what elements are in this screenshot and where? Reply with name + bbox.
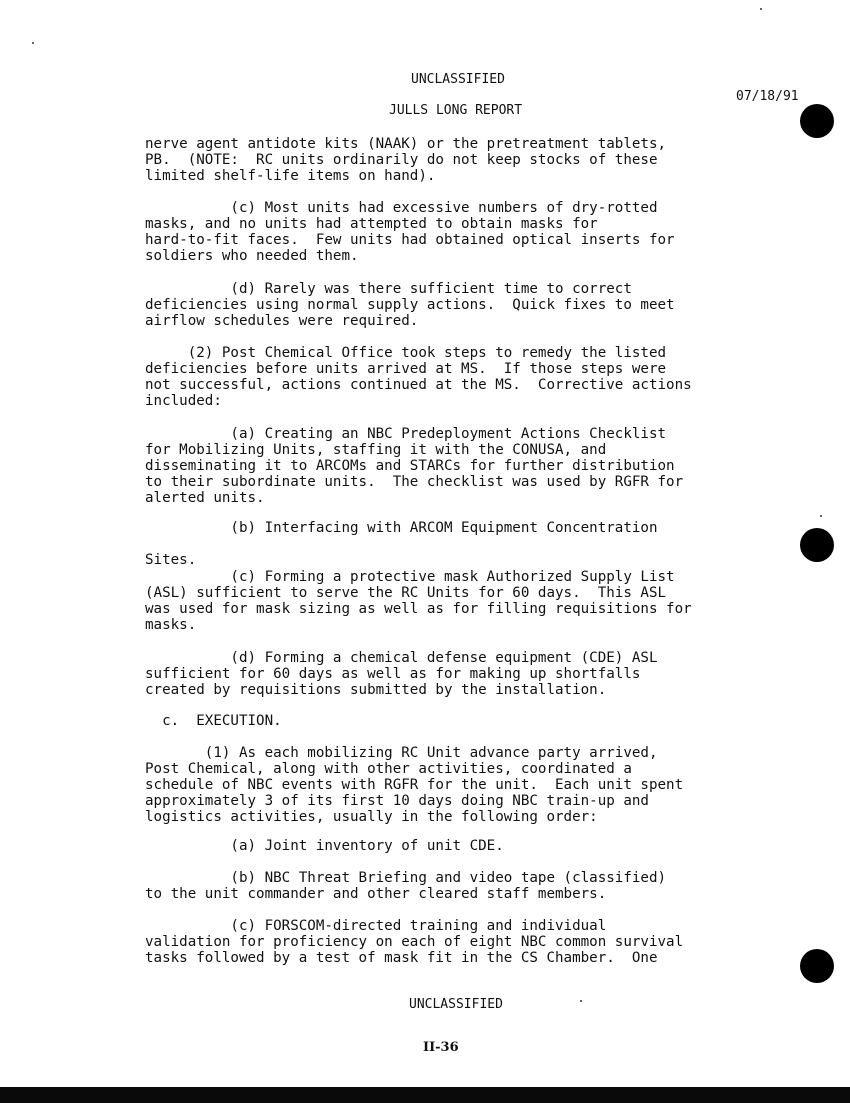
paragraph-2b: (b) Interfacing with ARCOM Equipment Concentration Sites. <box>145 520 658 568</box>
scan-bottom-edge <box>0 1087 850 1103</box>
paragraph-c1c: (c) FORSCOM-directed training and individual validation for proficiency on each of eight NBC common survival tasks followed by a test of mask fit in the CS Chamber. One <box>145 918 684 966</box>
section-heading-execution: c. EXECUTION. <box>145 713 282 729</box>
paragraph-c1b: (b) NBC Threat Briefing and video tape (classified) to the unit commander and other cleared staff members. <box>145 870 667 902</box>
scan-speck <box>760 8 762 10</box>
header-classification: UNCLASSIFIED <box>411 72 505 87</box>
paragraph-2c: (c) Forming a protective mask Authorized Supply List (ASL) sufficient to serve the RC Units for 60 days. This ASL was used for mask sizing as well as for filling requisitions for masks. <box>145 569 692 633</box>
paragraph-1c: (c) Most units had excessive numbers of dry-rotted masks, and no units had attempted to obtain masks for hard-to-fit faces. Few units had obtained optical inserts for soldiers who needed them. <box>145 200 675 264</box>
paragraph-2: (2) Post Chemical Office took steps to remedy the listed deficiencies before units arrived at MS. If those steps were not successful, actions continued at the MS. Corrective actions included: <box>145 345 692 409</box>
paragraph-c1a: (a) Joint inventory of unit CDE. <box>145 838 504 854</box>
paragraph-2a: (a) Creating an NBC Predeployment Actions Checklist for Mobilizing Units, staffing it with the CONUSA, and disseminating it to ARCOMs and STARCs for further distribution to their subordinate units. The checklist was used by RGFR for alerted units. <box>145 426 684 506</box>
report-title: JULLS LONG REPORT <box>389 103 523 118</box>
paragraph-1d: (d) Rarely was there sufficient time to correct deficiencies using normal supply actions. Quick fixes to meet airflow schedules were required. <box>145 281 675 329</box>
paragraph-intro: nerve agent antidote kits (NAAK) or the pretreatment tablets, PB. (NOTE: RC units ordinarily do not keep stocks of these limited shelf-life items on hand). <box>145 136 667 184</box>
scan-speck <box>32 42 34 44</box>
punch-hole-top <box>800 104 834 138</box>
scan-speck <box>820 515 822 517</box>
punch-hole-middle <box>800 528 834 562</box>
header-date: 07/18/91 <box>736 89 799 104</box>
scan-speck <box>580 1000 582 1002</box>
punch-hole-bottom <box>800 949 834 983</box>
paragraph-2d: (d) Forming a chemical defense equipment (CDE) ASL sufficient for 60 days as well as for making up shortfalls created by requisitions submitted by the installation. <box>145 650 658 698</box>
footer-classification: UNCLASSIFIED <box>409 997 503 1012</box>
page-number: II-36 <box>423 1040 459 1055</box>
paragraph-c1: (1) As each mobilizing RC Unit advance party arrived, Post Chemical, along with other activities, coordinated a schedule of NBC events with RGFR for the unit. Each unit spent approximately 3 of its first 10 days doing NBC train-up and logistics activities, usually in the following order: <box>145 745 684 825</box>
